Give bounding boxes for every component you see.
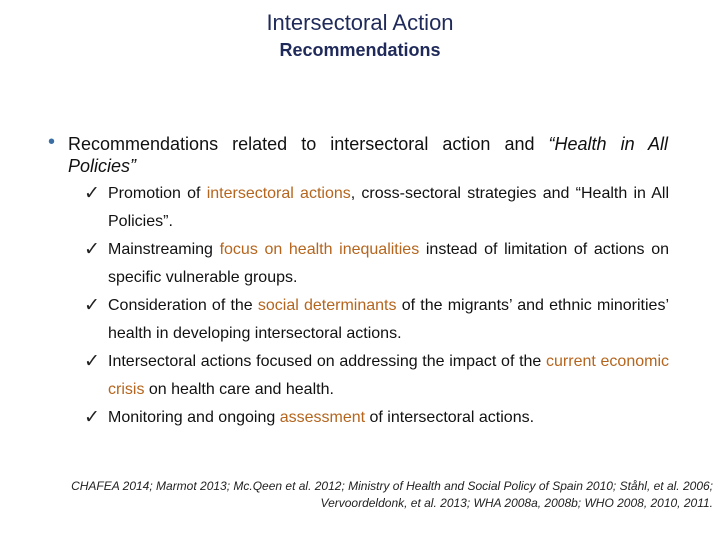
- recommendation-item: [84, 236, 669, 292]
- recommendation-text: [108, 348, 669, 404]
- text-segment: Intersectoral actions focused on addressing the impact of the: [108, 353, 547, 370]
- slide-title: Intersectoral Action: [266, 10, 454, 35]
- checkmark-icon: ✓: [84, 407, 100, 428]
- recommendation-text: [108, 404, 669, 432]
- text-segment: Consideration of the: [108, 297, 258, 314]
- text-segment: , cross-sectoral strategies and “Health in All Policies”.: [108, 185, 670, 230]
- text-segment: of the migrants’ and ethnic minorities’ health in developing intersectoral actions.: [108, 297, 670, 342]
- main-bullet-plain: Recommendations related to intersectoral action and: [68, 134, 549, 154]
- recommendation-item: [84, 404, 669, 432]
- source-line-1: CHAFEA 2014; Marmot 2013; Mc.Qeen et al. 2012; Ministry of Health and Social Policy of Spain 2010; Ståhl, et al. 2006;: [71, 479, 713, 493]
- highlighted-term: intersectoral actions: [206, 185, 351, 202]
- text-segment: Mainstreaming: [108, 241, 220, 258]
- checkmark-icon: ✓: [84, 183, 100, 204]
- source-citations: [70, 478, 713, 512]
- highlighted-term: assessment: [279, 409, 366, 426]
- text-segment: on health care and health.: [144, 381, 334, 398]
- checkmark-icon: ✓: [84, 351, 100, 372]
- text-segment: Promotion of: [108, 185, 207, 202]
- recommendation-text: [108, 236, 669, 292]
- checkmark-icon: ✓: [84, 239, 100, 260]
- slide-subtitle: Recommendations: [279, 40, 441, 60]
- highlighted-term: social determinants: [257, 297, 397, 314]
- recommendation-text: [108, 180, 669, 236]
- recommendation-item: [84, 348, 669, 404]
- highlighted-term: current economic crisis: [108, 353, 669, 398]
- main-bullet-italic: “Health in All Policies”: [68, 134, 669, 176]
- recommendation-item: [84, 180, 669, 236]
- bullet-icon: •: [48, 131, 56, 153]
- checkmark-icon: ✓: [84, 295, 100, 316]
- recommendation-list: [84, 180, 669, 432]
- recommendation-text: [108, 292, 669, 348]
- text-segment: of intersectoral actions.: [365, 409, 535, 426]
- text-segment: Monitoring and ongoing: [108, 409, 280, 426]
- highlighted-term: focus on health inequalities: [219, 241, 420, 258]
- text-segment: instead of limitation of actions on specific vulnerable groups.: [108, 241, 670, 286]
- main-bullet: [48, 133, 668, 177]
- main-bullet-text: [68, 133, 668, 177]
- source-line-2: Vervoordeldonk, et al. 2013; WHA 2008a, 2008b; WHO 2008, 2010, 2011.: [320, 496, 713, 510]
- recommendation-item: [84, 292, 669, 348]
